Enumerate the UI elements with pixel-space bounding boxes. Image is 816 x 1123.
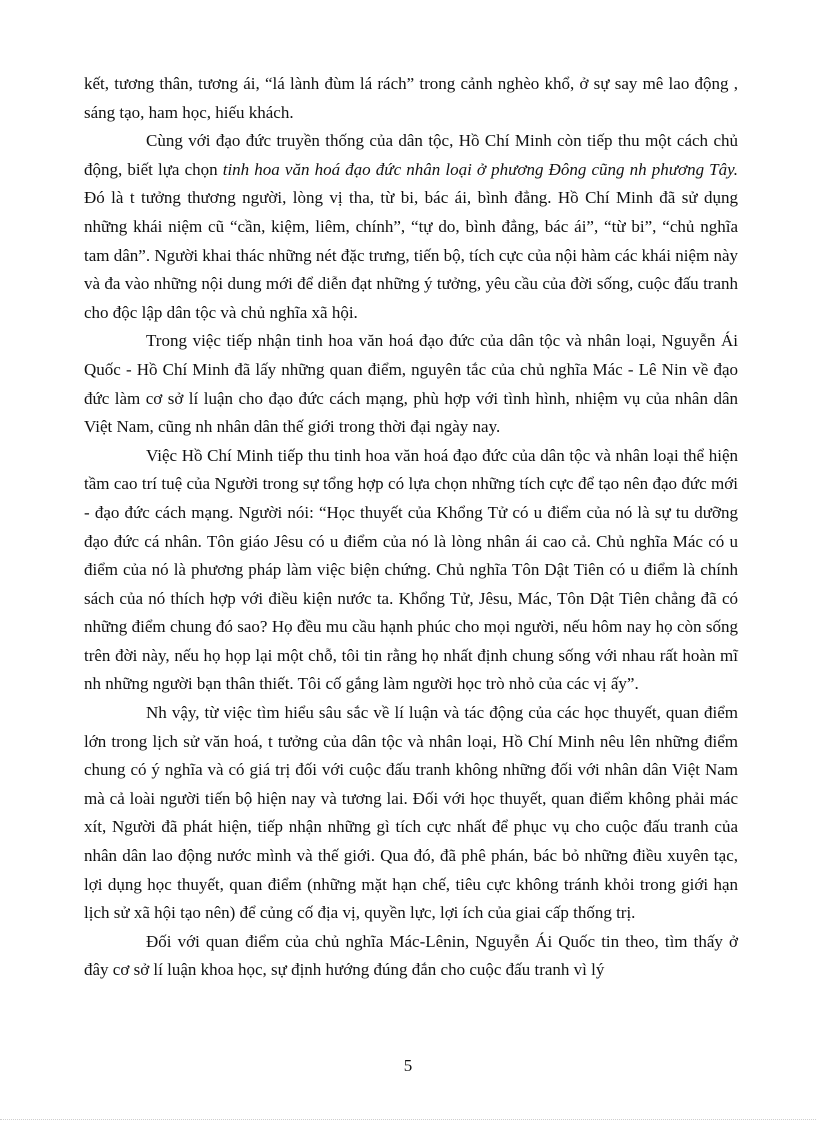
text-segment: Đối với quan điểm của chủ nghĩa Mác-Lênin, Nguyễn Ái Quốc tin theo, tìm thấy ở đây cơ sở lí luận khoa học, sự định hướng đúng đắn cho cuộc đấu tranh vì lý [84,931,738,980]
page-number: 5 [403,1056,413,1075]
text-segment: Nh vậy, từ việc tìm hiểu sâu sắc về lí luận và tác động của các học thuyết, quan điểm lớn trong lịch sử văn hoá, t tưởng của dân tộc và nhân loại, Hồ Chí Minh nêu lên những điểm chung có ý nghĩa và có giá trị đối với cuộc đấu tranh không những đối với nhân dân Việt Nam mà cả loài người tiến bộ hiện nay và tương lai. Đối với học thuyết, quan điểm không phải mác xít, Người đã phát hiện, tiếp nhận những gì tích cực nhất để phục vụ cho cuộc đấu tranh của nhân dân lao động nước mình và thế giới. Qua đó, đã phê phán, bác bỏ những điều xuyên tạc, lợi dụng học thuyết, quan điểm (những mặt hạn chế, tiêu cực không tránh khỏi trong giới hạn lịch sử xã hội tạo nên) để củng cố địa vị, quyền lực, lợi ích của giai cấp thống trị. [84,703,738,923]
paragraph [84,442,738,699]
paragraph [84,327,738,441]
paragraph [84,928,738,985]
italic-text-segment: tinh hoa văn hoá đạo đức nhân loại ở phương Đông cũng nh phương Tây. [222,159,738,179]
paragraph [84,127,738,327]
body-text [84,70,738,985]
text-segment: Việc Hồ Chí Minh tiếp thu tinh hoa văn hoá đạo đức của dân tộc và nhân loại thể hiện tầm cao trí tuệ của Người trong sự tổng hợp có lựa chọn những tích cực để tạo nên đạo đức mới - đạo đức cách mạng. Người nói: “Học thuyết của Khổng Tử có u điểm của nó là sự tu dưỡng đạo đức cá nhân. Tôn giáo Jêsu có u điểm của nó là lòng nhân ái cao cả. Chủ nghĩa Mác có u điểm của nó là phương pháp làm việc biện chứng. Chủ nghĩa Tôn Dật Tiên có u điểm là chính sách của nó thích hợp với điều kiện nước ta. Khổng Tử, Jêsu, Mác, Tôn Dật Tiên chẳng đã có những điểm chung đó sao? Họ đều mu cầu hạnh phúc cho mọi người, nếu hôm nay họ còn sống trên đời này, nếu họ họp lại một chỗ, tôi tin rằng họ nhất định chung sống với nhau rất hoàn mĩ nh những người bạn thân thiết. Tôi cố gắng làm người học trò nhỏ của các vị ấy”. [84,445,738,694]
text-segment: kết, tương thân, tương ái, “lá lành đùm lá rách” trong cảnh nghèo khổ, ở sự say mê lao động , sáng tạo, ham học, hiếu khách. [84,74,738,122]
page-bottom-divider [0,1119,816,1120]
paragraph [84,70,738,127]
paragraph [84,699,738,928]
text-segment: Đó là t tưởng thương người, lòng vị tha, từ bi, bác ái, bình đẳng. Hồ Chí Minh đã sử dụng những khái niệm cũ “cần, kiệm, liêm, chính”, “tự do, bình đẳng, bác ái”, “từ bi”, “chủ nghĩa tam dân”. Người khai thác những nét đặc trưng, tiến bộ, tích cực của nội hàm các khái niệm này và đa vào những nội dung mới để diễn đạt những ý tưởng, yêu cầu của đời sống, cuộc đấu tranh cho độc lập dân tộc và chủ nghĩa xã hội. [84,188,738,322]
text-segment: Cùng với đạo đức truyền thống của dân tộc, Hồ Chí Minh còn tiếp thu một cách chủ động, biết lựa chọn [84,131,738,179]
text-segment: Trong việc tiếp nhận tinh hoa văn hoá đạo đức của dân tộc và nhân loại, Nguyễn Ái Quốc - Hồ Chí Minh đã lấy những quan điểm, nguyên tắc của chủ nghĩa Mác - Lê Nin về đạo đức làm cơ sở lí luận cho đạo đức cách mạng, phù hợp với tình hình, nhiệm vụ của nhân dân Việt Nam, cũng nh nhân dân thế giới trong thời đại ngày nay. [84,331,738,437]
